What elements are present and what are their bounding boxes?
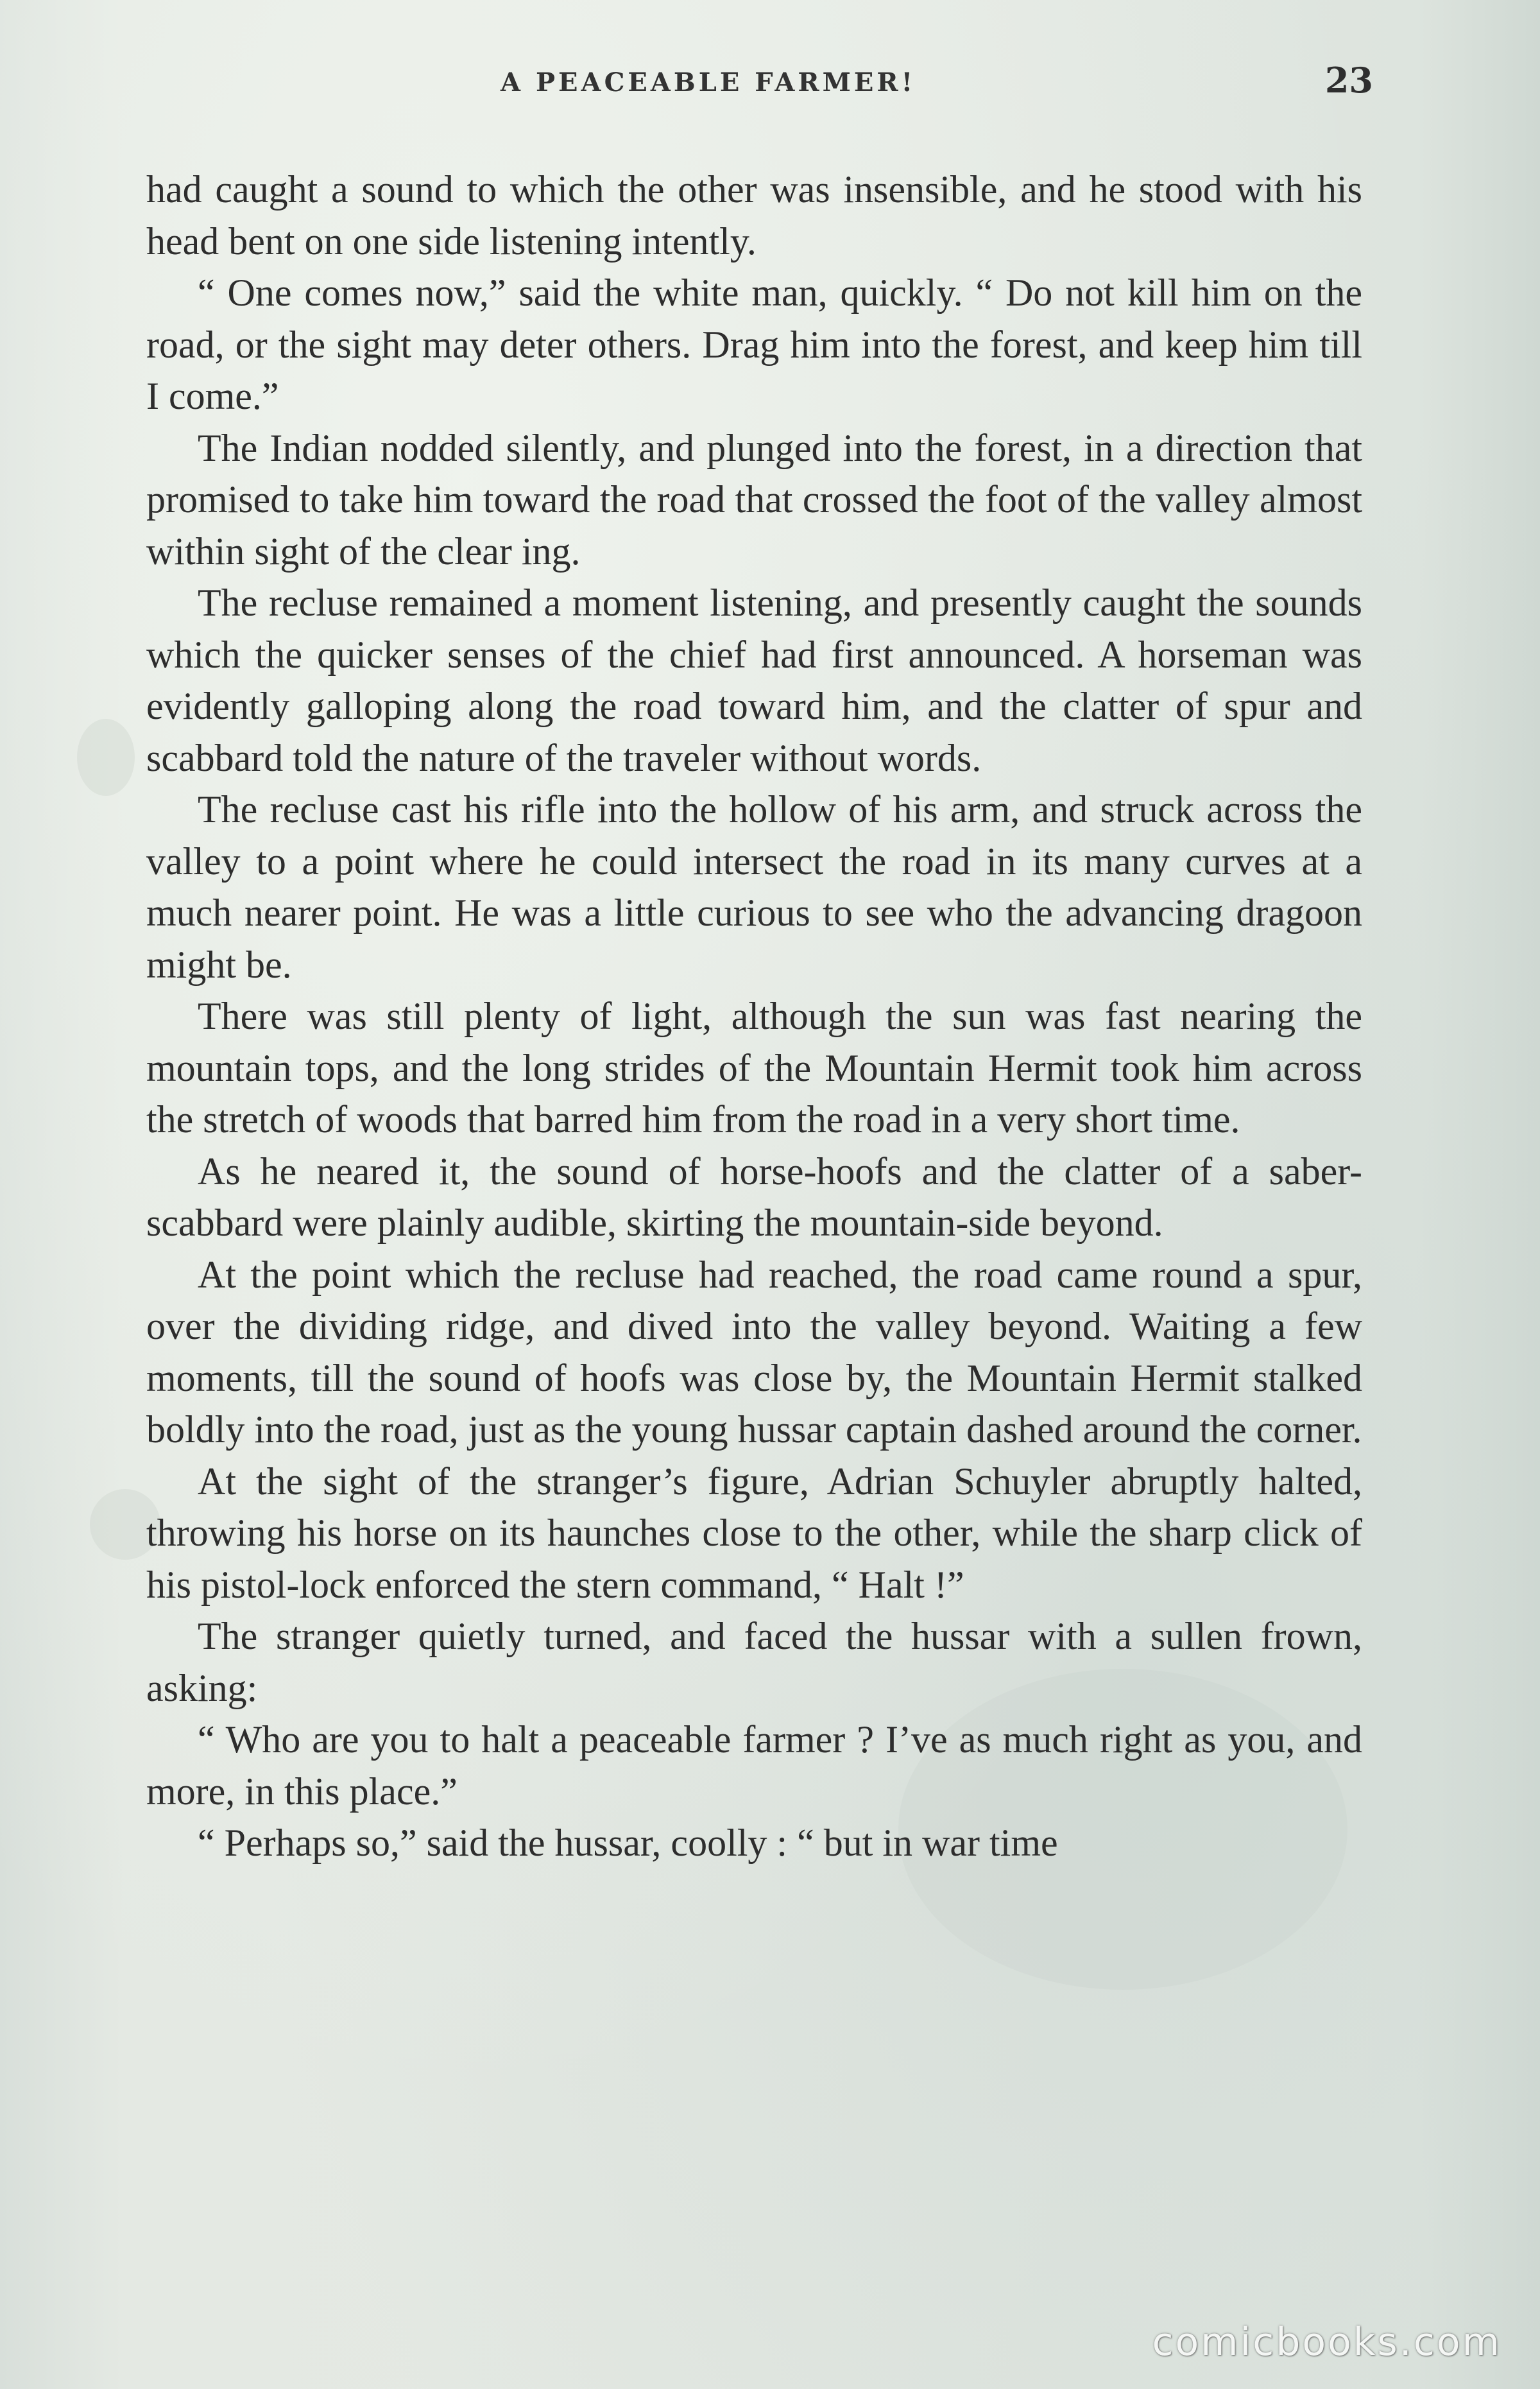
paragraph: At the point which the recluse had reached, the road came round a spur, over the dividing ridge, and dived into the valley beyond. Waiting a few moments, till the sound of hoofs was close by, the Mountain Hermit stalked boldly into the road, just as the young hussar captain dashed around the corner. bbox=[146, 1253, 1362, 1451]
paragraph: “ One comes now,” said the white man, quickly. “ Do not kill him on the road, or the sight may deter others. Drag him into the forest, and keep him till I come.” bbox=[146, 272, 1362, 417]
page-header bbox=[148, 60, 1373, 112]
page-number: 23 bbox=[1324, 60, 1373, 101]
paragraph: “ Perhaps so,” said the hussar, coolly : “ but in war time bbox=[198, 1822, 1058, 1864]
paragraph: “ Who are you to halt a peaceable farmer ? I’ve as much right as you, and more, in this place.” bbox=[146, 1718, 1362, 1813]
watermark: comicbooks.com bbox=[1152, 2320, 1502, 2365]
paragraph: As he neared it, the sound of horse-hoofs and the clatter of a saber-scabbard were plainly audible, skirting the mountain-side beyond. bbox=[146, 1150, 1362, 1244]
paragraph: At the sight of the stranger’s figure, Adrian Schuyler abruptly halted, throwing his horse on its haunches close to the other, while the sharp click of his pistol-lock enforced the stern command, “ Halt !” bbox=[146, 1460, 1362, 1606]
body-text bbox=[146, 164, 1362, 1869]
running-head: A PEACEABLE FARMER! bbox=[501, 67, 916, 98]
paper-stain bbox=[77, 719, 135, 796]
paragraph: The Indian nodded silently, and plunged into the forest, in a direction that promised to take him toward the road that crossed the foot of the valley almost within sight of the clear ing. bbox=[146, 426, 1362, 573]
paragraph: The stranger quietly turned, and faced the hussar with a sullen frown, asking: bbox=[146, 1615, 1362, 1709]
paragraph: There was still plenty of light, although the sun was fast nearing the mountain tops, and the long strides of the Mountain Hermit took him across the stretch of woods that barred him from the road in a very short time. bbox=[146, 995, 1362, 1141]
paragraph: The recluse cast his rifle into the hollow of his arm, and struck across the valley to a point where he could intersect the road in its many curves at a much nearer point. He was a little curious to see who the advancing dragoon might be. bbox=[146, 788, 1362, 986]
paragraph: had caught a sound to which the other was insensible, and he stood with his head bent on one side listening intently. bbox=[146, 168, 1362, 263]
paragraph: The recluse remained a moment listening, and presently caught the sounds which the quicker senses of the chief had first announced. A horseman was evidently galloping along the road toward him, and the clatter of spur and scabbard told the nature of the traveler without words. bbox=[146, 582, 1362, 779]
